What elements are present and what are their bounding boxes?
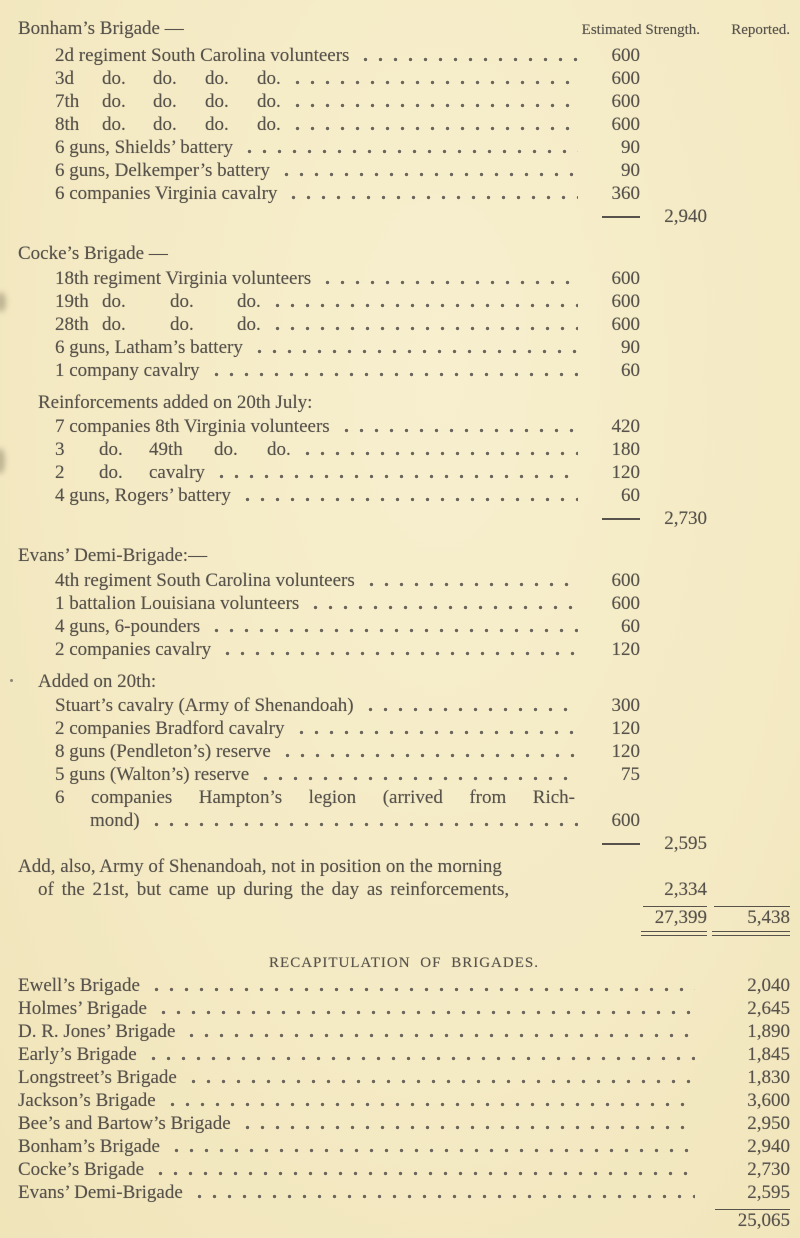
table-row [18,182,790,205]
recap-value: 2,595 [747,1182,790,1203]
brigade-title-cocke [18,241,790,267]
note-line1 [18,855,790,878]
row-label: 6 guns, Shields’ battery [55,137,234,158]
strength-value: 90 [621,160,640,181]
scan-smudge [0,292,6,312]
dot-leader [192,1181,695,1204]
table-row [18,336,790,359]
table-row [18,740,790,763]
ditto-cell: 19th [55,291,89,312]
recap-value: 1,890 [747,1021,790,1042]
grand-totals-row [18,903,790,943]
recap-label: Cocke’s Brigade [18,1159,145,1180]
ditto-cell: do. [102,91,126,112]
recap-total [705,1206,790,1231]
sublabel-text: Reinforcements added on 20th July: [38,392,313,413]
dot-leader [146,1043,695,1066]
double-rule [641,931,707,936]
recap-row [18,1181,790,1204]
ditto-cell: do. [237,291,261,312]
note-text: Add, also, Army of Shenandoah, not in position on the morning [18,856,502,877]
table-row [18,717,790,740]
table-row [18,290,790,313]
recap-value: 1,830 [747,1067,790,1088]
subtotal-row [18,507,790,530]
strength-value: 360 [611,183,640,204]
table-header-row [18,14,790,44]
dot-leader [153,1158,695,1181]
dot-leader [279,159,578,182]
dot-leader [184,1020,695,1043]
recap-label: Jackson’s Brigade [18,1090,156,1111]
table-row [18,694,790,717]
dot-leader [286,182,578,205]
table-row [18,615,790,638]
recap-total-row [18,1206,790,1238]
row-label: 6 guns, Delkemper’s battery [55,160,270,181]
recap-label: Evans’ Demi-Brigade [18,1182,183,1203]
note-line2 [18,878,790,901]
subtotal-row [18,832,790,855]
subtotal-value: 2,940 [664,206,707,227]
ditto-cell: do. [153,91,177,112]
ditto-cell: do. [267,439,291,460]
row-label: 4th regiment South Carolina volunteers [55,570,355,591]
table-row [18,136,790,159]
dot-leader [242,136,578,159]
ditto-cell: do. [102,291,126,312]
strength-value: 600 [611,291,640,312]
recap-value: 2,940 [747,1136,790,1157]
row-label: Stuart’s cavalry (Army of Shenandoah) [55,695,354,716]
strength-value: 180 [611,439,640,460]
row-label: 2d regiment South Carolina volunteers [55,45,350,66]
note-text: of the 21st, but came up during the day as reinforcements, [38,879,510,900]
column-header-estimated: Estimated Strength. [581,22,700,38]
ditto-cell: do. [170,314,194,335]
sum-dash [602,843,640,845]
row-label: 2 companies Bradford cavalry [55,718,285,739]
brigade-title-label: Evans’ Demi-Brigade:— [18,545,208,566]
row-label: 4 guns, 6-pounders [55,616,201,637]
ditto-cell: do. [205,68,229,89]
strength-value: 600 [611,593,640,614]
table-row [18,415,790,438]
dot-leader [209,615,578,638]
dot-leader [186,1066,695,1089]
strength-value: 300 [611,695,640,716]
dot-leader [339,415,578,438]
table-row [18,67,790,90]
row-label: 5 guns (Walton’s) reserve [55,764,250,785]
ditto-cell: 3d [55,68,74,89]
recap-label: Holmes’ Brigade [18,998,147,1019]
grand-total-reported [707,903,790,936]
sublabel-added-20th [18,670,790,694]
table-row [18,461,790,484]
grand-total-reported-value: 5,438 [747,907,790,928]
recap-value: 2,950 [747,1113,790,1134]
column-header-reported: Reported. [731,22,790,38]
recap-value: 1,845 [747,1044,790,1065]
ditto-cell: do. [99,439,123,460]
row-label: 2 companies cavalry [55,639,212,660]
recap-label: Bee’s and Bartow’s Brigade [18,1113,231,1134]
strength-value: 60 [621,485,640,506]
table-row [18,44,790,67]
scan-smudge [0,448,5,474]
dot-leader [280,740,578,763]
recap-value: 2,730 [747,1159,790,1180]
strength-value: 60 [621,360,640,381]
table-row [18,359,790,382]
ditto-cell: do. [102,114,126,135]
grand-total-estimated [640,903,707,936]
dot-leader [169,1135,695,1158]
row-label: 1 battalion Louisiana volunteers [55,593,300,614]
strength-value: 120 [611,718,640,739]
ditto-cell: do. [214,439,238,460]
dot-leader [364,569,578,592]
dot-leader [363,694,578,717]
ditto-cell: do. [257,91,281,112]
table-row [18,438,790,461]
recap-label: D. R. Jones’ Brigade [18,1021,176,1042]
recap-label: Ewell’s Brigade [18,975,140,996]
dot-leader [209,359,578,382]
strength-value: 600 [611,268,640,289]
row-label: 7 companies 8th Virginia volunteers [55,416,330,437]
sum-dash-cell [588,507,640,530]
recap-total-value: 25,065 [737,1210,790,1231]
recap-row [18,1135,790,1158]
recap-value: 2,040 [747,975,790,996]
table-row-wrapped-line1 [18,786,790,809]
brigade-title-evans [18,543,790,569]
margin-dot [10,679,13,682]
subtotal-value: 2,595 [664,833,707,854]
ditto-cell: 2 [55,462,65,483]
row-label: 6 guns, Latham’s battery [55,337,243,358]
brigade-title-bonham: Bonham’s Brigade — [18,18,184,39]
double-rule [712,931,790,936]
row-label: 4 guns, Rogers’ battery [55,485,231,506]
dot-leader [240,484,578,507]
strength-value: 600 [611,45,640,66]
ditto-cell: do. [257,68,281,89]
table-row [18,267,790,290]
table-row [18,113,790,136]
sum-dash-cell [588,205,640,228]
dot-leader [290,113,578,136]
grand-total-estimated-value: 27,399 [654,907,707,928]
sum-dash [602,216,640,218]
strength-value: 120 [611,741,640,762]
dot-leader [240,1112,695,1135]
ditto-cell: do. [205,114,229,135]
row-label: 6 companies Virginia cavalry [55,183,278,204]
recap-value: 3,600 [747,1090,790,1111]
ditto-cell: do. [99,462,123,483]
dot-leader [308,592,578,615]
ditto-cell: do. [237,314,261,335]
strength-value: 600 [611,570,640,591]
strength-value: 75 [621,764,640,785]
recap-row [18,1043,790,1066]
ditto-cell: 8th [55,114,80,135]
table-row-wrapped-line2 [18,809,790,832]
dot-leader [149,974,695,997]
row-label: 8 guns (Pendleton’s) reserve [55,741,271,762]
row-label: 6 companies Hampton’s legion (arrived from Rich- [55,787,575,808]
row-label: mond) [90,810,140,831]
table-row [18,763,790,786]
strength-value: 600 [611,114,640,135]
table-row [18,159,790,182]
table-row [18,569,790,592]
strength-value: 120 [611,639,640,660]
dot-leader [358,44,578,67]
dot-leader [165,1089,695,1112]
ditto-cell: 28th [55,314,89,335]
strength-value: 90 [621,137,640,158]
ditto-cell: 49th [149,439,183,460]
recap-label: Bonham’s Brigade [18,1136,160,1157]
recap-row [18,997,790,1020]
recap-row [18,1158,790,1181]
strength-value: 90 [621,337,640,358]
row-label: 18th regiment Virginia volunteers [55,268,312,289]
dot-leader [149,809,578,832]
strength-value: 120 [611,462,640,483]
recap-label: Early’s Brigade [18,1044,137,1065]
strength-value: 600 [611,91,640,112]
table-row [18,592,790,615]
dot-leader [290,90,578,113]
sublabel-text: Added on 20th: [38,671,157,692]
strength-value: 420 [611,416,640,437]
strength-value: 600 [611,314,640,335]
dot-leader [156,997,695,1020]
ditto-cell: do. [153,68,177,89]
ditto-cell: do. [102,314,126,335]
table-row [18,484,790,507]
note-value: 2,334 [664,879,707,900]
table-row [18,313,790,336]
ditto-cell: cavalry [149,462,205,483]
dot-leader [300,438,578,461]
ditto-cell: do. [153,114,177,135]
table-row [18,638,790,661]
dot-leader [290,67,578,90]
recap-value: 2,645 [747,998,790,1019]
dot-leader [214,461,578,484]
recap-row [18,974,790,997]
subtotal-row [18,205,790,228]
dot-leader [220,638,578,661]
dot-leader [258,763,578,786]
recap-row [18,1066,790,1089]
strength-value: 600 [611,810,640,831]
dot-leader [270,313,578,336]
recap-heading: RECAPITULATION OF BRIGADES. [269,955,539,971]
row-label: 1 company cavalry [55,360,200,381]
table-row [18,90,790,113]
recap-row [18,1089,790,1112]
ditto-cell: do. [257,114,281,135]
subtotal-value: 2,730 [664,508,707,529]
recap-row [18,1020,790,1043]
recap-label: Longstreet’s Brigade [18,1067,177,1088]
dot-leader [320,267,578,290]
ditto-cell: 3 [55,439,65,460]
ditto-cell: do. [102,68,126,89]
dot-leader [252,336,578,359]
ditto-cell: do. [170,291,194,312]
ditto-cell: do. [205,91,229,112]
ditto-cell: 7th [55,91,80,112]
dot-leader [270,290,578,313]
strength-value: 600 [611,68,640,89]
strength-value: 60 [621,616,640,637]
sum-dash-cell [588,832,640,855]
dot-leader [294,717,579,740]
brigade-title-label: Cocke’s Brigade — [18,243,168,264]
sum-dash [602,518,640,520]
sublabel-reinforcements [18,391,790,415]
recap-row [18,1112,790,1135]
